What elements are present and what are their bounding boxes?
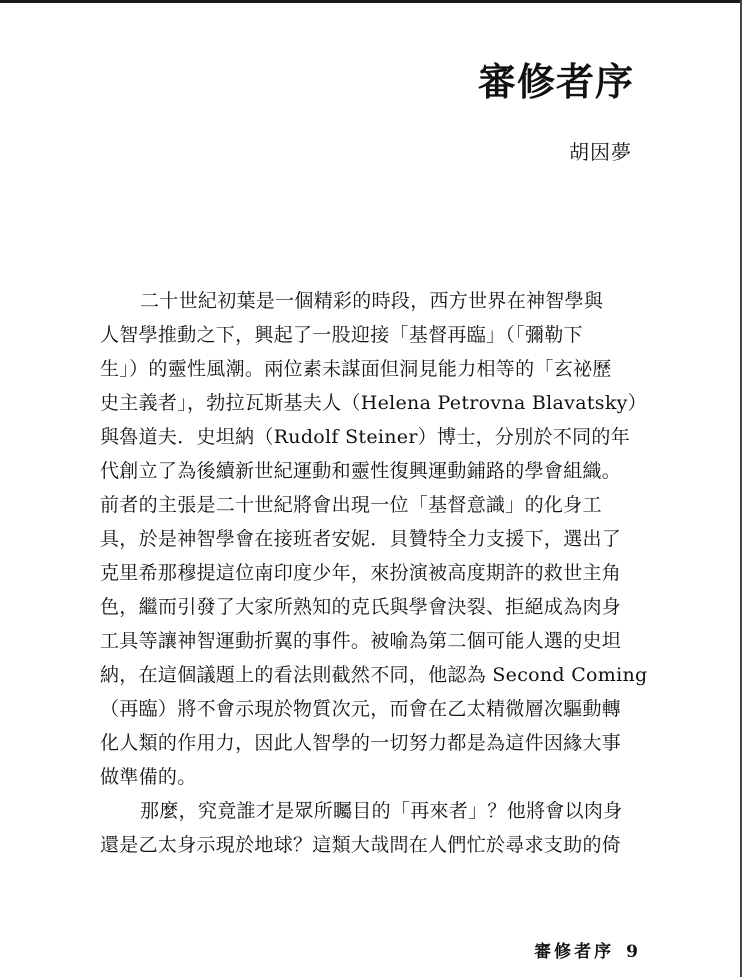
body-line: 色，繼而引發了大家所熟知的克氏與學會決裂、拒絕成為肉身: [100, 596, 622, 618]
body-line: 克里希那穆提這位南印度少年，來扮演被高度期許的救世主角: [100, 562, 622, 584]
body-line: （再臨）將不會示現於物質次元，而會在乙太精微層次驅動轉: [100, 698, 622, 720]
body-line: 生」）的靈性風潮。兩位素未謀面但洞見能力相等的「玄祕歷: [100, 358, 612, 380]
page-edge-top: [0, 0, 742, 3]
footer-label: 審修者序: [534, 942, 615, 962]
body-line: 史主義者」，勃拉瓦斯基夫人（Helena Petrovna Blavatsky）: [100, 392, 647, 414]
body-line: 人智學推動之下，興起了一股迎接「基督再臨」（「彌勒下: [100, 324, 583, 346]
body-text: [100, 284, 648, 862]
body-line: 與魯道夫．史坦納（Rudolf Steiner）博士，分別於不同的年: [100, 426, 631, 448]
page-footer: [534, 940, 638, 964]
body-line: 還是乙太身示現於地球？這類大哉問在人們忙於尋求支助的倚: [100, 834, 622, 856]
body-line: 納，在這個議題上的看法則截然不同，他認為 Second Coming: [100, 664, 648, 686]
body-line: 化人類的作用力，因此人智學的一切努力都是為這件因緣大事: [100, 732, 622, 754]
body-line: 前者的主張是二十世紀將會出現一位「基督意識」的化身工: [100, 494, 602, 516]
body-line: 具，於是神智學會在接班者安妮．貝贊特全力支援下，選出了: [100, 528, 622, 550]
body-line: 工具等讓神智運動折翼的事件。被喻為第二個可能人選的史坦: [100, 630, 622, 652]
page-number: 9: [626, 942, 638, 962]
body-line: 做準備的。: [100, 766, 197, 788]
page-title: 審修者序: [477, 59, 634, 104]
author-name: 胡因夢: [569, 140, 632, 164]
body-line: 代創立了為後續新世紀運動和靈性復興運動鋪路的學會組織。: [100, 460, 622, 482]
body-line: 二十世紀初葉是一個精彩的時段，西方世界在神智學與: [140, 290, 604, 312]
body-line: 那麼，究竟誰才是眾所矚目的「再來者」？他將會以肉身: [140, 800, 623, 822]
